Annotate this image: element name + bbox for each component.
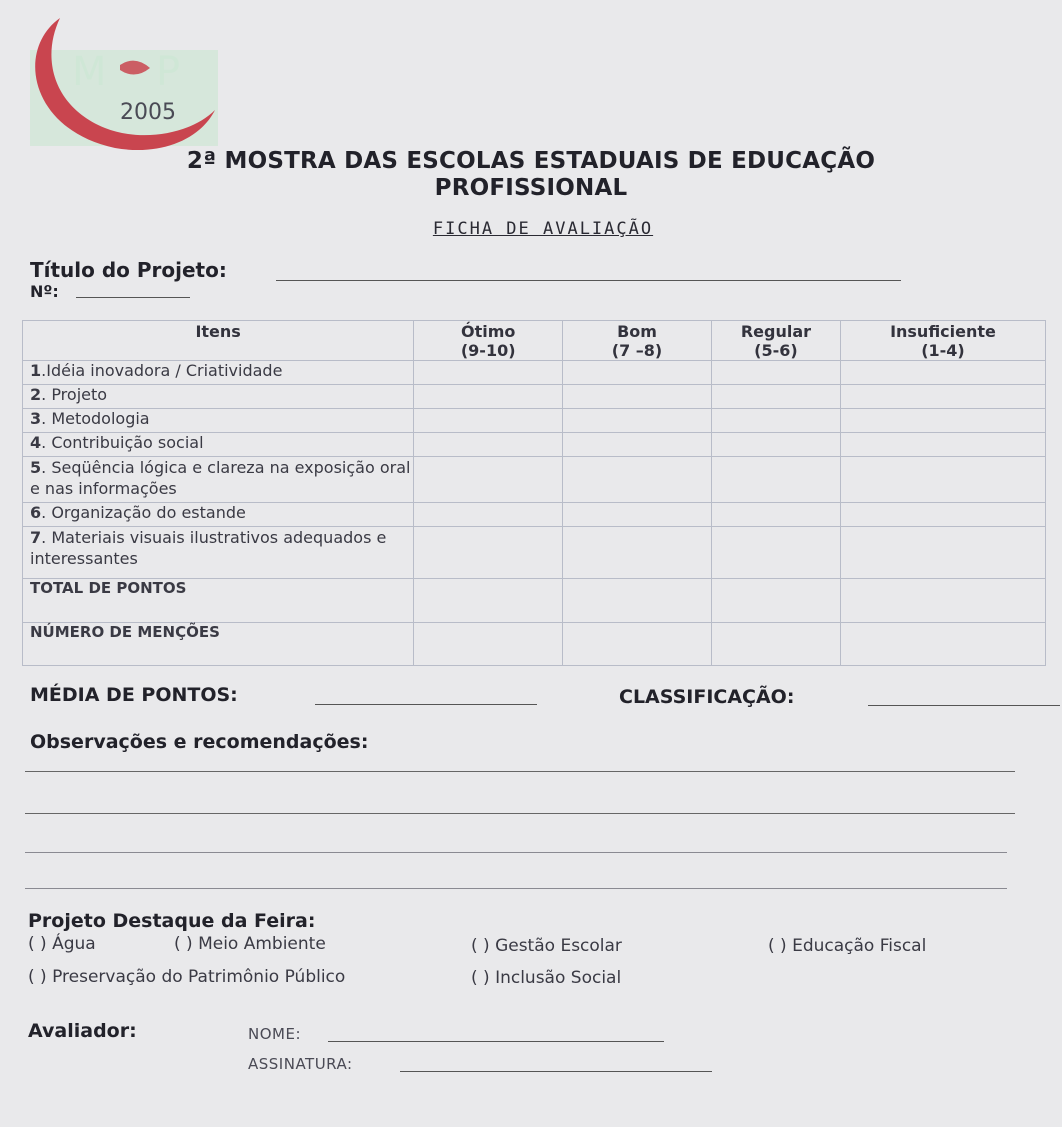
classification-field[interactable] (868, 705, 1060, 706)
item-cell: 4. Contribuição social (23, 433, 414, 457)
title-line-1: 2ª MOSTRA DAS ESCOLAS ESTADUAIS DE EDUCAÇÃO (186, 148, 876, 174)
score-cell[interactable] (840, 623, 1045, 666)
score-cell[interactable] (563, 409, 712, 433)
option-inclusao-social[interactable]: ( ) Inclusão Social (471, 968, 622, 988)
project-title-label: Título do Projeto: (30, 258, 227, 282)
score-cell[interactable] (563, 361, 712, 385)
table-row (23, 361, 1046, 385)
item-cell: 3. Metodologia (23, 409, 414, 433)
logo-graphic (20, 10, 230, 160)
form-subtitle: FICHA DE AVALIAÇÃO (432, 219, 654, 239)
score-cell[interactable] (840, 385, 1045, 409)
score-cell[interactable] (711, 457, 840, 503)
score-cell[interactable] (840, 361, 1045, 385)
score-cell[interactable] (414, 579, 563, 623)
table-header-row (23, 321, 1046, 361)
score-cell[interactable] (414, 385, 563, 409)
table-row (23, 433, 1046, 457)
header-regular: Regular (5-6) (711, 321, 840, 361)
average-field[interactable] (315, 704, 537, 705)
observation-line[interactable] (25, 813, 1015, 814)
score-cell[interactable] (711, 623, 840, 666)
evaluation-table (22, 320, 1046, 666)
table-row (23, 527, 1046, 579)
table-row (23, 457, 1046, 503)
score-cell[interactable] (414, 433, 563, 457)
logo-year: 2005 (120, 100, 176, 125)
average-label: MÉDIA DE PONTOS: (30, 684, 238, 706)
score-cell[interactable] (711, 433, 840, 457)
observation-line[interactable] (25, 771, 1015, 772)
item-cell: 7. Materiais visuais ilustrativos adequados e interessantes (23, 527, 414, 579)
score-cell[interactable] (711, 579, 840, 623)
score-cell[interactable] (414, 527, 563, 579)
svg-text:P: P (156, 49, 181, 95)
table-row (23, 409, 1046, 433)
table-row (23, 503, 1046, 527)
score-cell[interactable] (414, 361, 563, 385)
mentions-label: NÚMERO DE MENÇÕES (23, 623, 414, 666)
total-row (23, 579, 1046, 623)
form-title (0, 148, 1062, 202)
highlight-label: Projeto Destaque da Feira: (28, 910, 316, 932)
score-cell[interactable] (840, 409, 1045, 433)
item-cell: 1.Idéia inovadora / Criatividade (23, 361, 414, 385)
score-cell[interactable] (711, 503, 840, 527)
score-cell[interactable] (563, 503, 712, 527)
option-agua[interactable]: ( ) Água (28, 934, 96, 954)
score-cell[interactable] (563, 623, 712, 666)
signature-label: ASSINATURA: (248, 1055, 353, 1073)
observation-line[interactable] (25, 888, 1007, 889)
observations-label: Observações e recomendações: (30, 731, 369, 753)
header-otimo: Ótimo (9-10) (414, 321, 563, 361)
score-cell[interactable] (563, 457, 712, 503)
classification-label: CLASSIFICAÇÃO: (619, 686, 795, 708)
title-line-2: PROFISSIONAL (434, 175, 628, 201)
option-meio-ambiente[interactable]: ( ) Meio Ambiente (174, 934, 326, 954)
item-cell: 6. Organização do estande (23, 503, 414, 527)
header-insuficiente: Insuficiente (1-4) (840, 321, 1045, 361)
total-points-label: TOTAL DE PONTOS (23, 579, 414, 623)
svg-text:M: M (72, 49, 107, 95)
header-bom: Bom (7 –8) (563, 321, 712, 361)
name-label: NOME: (248, 1025, 302, 1043)
score-cell[interactable] (563, 433, 712, 457)
score-cell[interactable] (414, 623, 563, 666)
option-gestao-escolar[interactable]: ( ) Gestão Escolar (471, 936, 622, 956)
project-number-label: Nº: (30, 282, 59, 301)
project-title-field[interactable] (276, 280, 901, 281)
score-cell[interactable] (711, 361, 840, 385)
score-cell[interactable] (711, 409, 840, 433)
event-logo (20, 10, 230, 160)
signature-field[interactable] (400, 1071, 712, 1072)
score-cell[interactable] (563, 385, 712, 409)
name-field[interactable] (328, 1041, 664, 1042)
table-row (23, 385, 1046, 409)
score-cell[interactable] (840, 579, 1045, 623)
observation-line[interactable] (25, 852, 1007, 853)
score-cell[interactable] (414, 409, 563, 433)
evaluator-label: Avaliador: (28, 1020, 137, 1042)
score-cell[interactable] (414, 457, 563, 503)
score-cell[interactable] (840, 433, 1045, 457)
option-educacao-fiscal[interactable]: ( ) Educação Fiscal (768, 936, 927, 956)
option-patrimonio-publico[interactable]: ( ) Preservação do Patrimônio Público (28, 967, 346, 987)
score-cell[interactable] (840, 503, 1045, 527)
score-cell[interactable] (711, 527, 840, 579)
item-cell: 2. Projeto (23, 385, 414, 409)
header-items: Itens (23, 321, 414, 361)
project-number-field[interactable] (76, 297, 190, 298)
mentions-row (23, 623, 1046, 666)
score-cell[interactable] (840, 527, 1045, 579)
score-cell[interactable] (711, 385, 840, 409)
item-cell: 5. Seqüência lógica e clareza na exposição oral e nas informações (23, 457, 414, 503)
score-cell[interactable] (414, 503, 563, 527)
score-cell[interactable] (840, 457, 1045, 503)
score-cell[interactable] (563, 579, 712, 623)
score-cell[interactable] (563, 527, 712, 579)
